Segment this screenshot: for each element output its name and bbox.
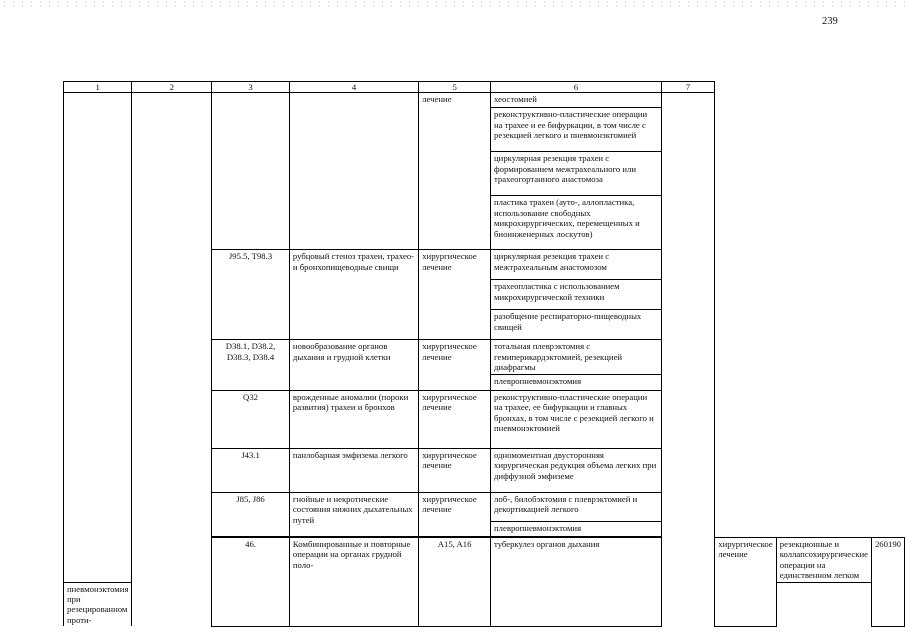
page-number: 239 (822, 16, 838, 27)
header-row (64, 82, 905, 93)
code-cell: J95.5, T98.3 (212, 250, 290, 340)
code-cell: J43.1 (212, 448, 290, 492)
header-cell: 7 (661, 82, 715, 93)
code-cell: J85, J86 (212, 492, 290, 536)
method-cell: тотальная плеврэктомия с гемиперикардэктомией, резекцией диафрагмы (491, 340, 662, 374)
method-cell: циркулярная резекция трахеи с межтрахеальным анастомозом (491, 250, 662, 280)
method-cell: лоб-, билобэктомия с плеврэктомией и декортикацией легкого (491, 492, 662, 521)
diagnosis-cell: туберкулез органов дыхания (491, 537, 662, 626)
method-cell: трахеопластика с использованием микрохирургической техники (491, 280, 662, 310)
procedures-table (63, 81, 905, 627)
cost-cell: 260190 (871, 537, 904, 626)
treatment-type-cell: хирургическое лечение (419, 448, 491, 492)
treatment-type-cell: лечение (419, 93, 491, 250)
name-cell (132, 93, 212, 582)
method-cell: пластика трахеи (ауто-, аллопластика, использование свободных микрохирургических, перемещенных и биоинженерных лоскутов) (491, 196, 662, 250)
diagnosis-cell: гнойные и некротические состояния нижних дыхательных путей (289, 492, 418, 536)
treatment-type-cell: хирургическое лечение (419, 390, 491, 448)
header-cell: 5 (419, 82, 491, 93)
method-cell: пневмонэктомия при резецированном проти- (64, 582, 132, 626)
diagnosis-cell: рубцовый стеноз трахеи, трахео- и бронхопищеводные свищи (289, 250, 418, 340)
method-cell: реконструктивно-пластические операции на трахее и ее бифуркации, в том числе с резекцией легкого и пневмонэктомией (491, 108, 662, 152)
scan-noise-top (0, 0, 905, 8)
diagnosis-cell: панлобарная эмфизема легкого (289, 448, 418, 492)
diagnosis-cell (289, 93, 418, 250)
method-cell: циркулярная резекция трахеи с формированием межтрахеального или трахеогортанного анастомоза (491, 152, 662, 196)
treatment-type-cell: хирургическое лечение (419, 340, 491, 390)
diagnosis-cell: врожденные аномалии (пороки развития) трахеи и бронхов (289, 390, 418, 448)
method-cell: резекционные и коллапсохирургические операции на единственном легком (776, 537, 871, 582)
treatment-type-cell: хирургическое лечение (419, 250, 491, 340)
method-cell: одномоментная двусторонняя хирургическая редукция объема легких при диффузной эмфиземе (491, 448, 662, 492)
code-cell (212, 93, 290, 250)
method-cell: разобщение респираторно-пищеводных свищей (491, 310, 662, 340)
diagnosis-cell: новообразование органов дыхания и грудной клетки (289, 340, 418, 390)
cost-cell (661, 93, 715, 582)
header-cell: 6 (491, 82, 662, 93)
method-cell: плевропневмонэктомия (491, 521, 662, 536)
method-cell: хеостомией (491, 93, 662, 108)
operation-name-cell: Комбинированные и повторные операции на органах грудной поло- (289, 537, 418, 626)
header-cell: 4 (289, 82, 418, 93)
header-cell: 1 (64, 82, 132, 93)
treatment-type-cell: хирургическое лечение (715, 537, 777, 626)
treatment-type-cell: хирургическое лечение (419, 492, 491, 536)
method-cell: реконструктивно-пластические операции на трахее, ее бифуркации и главных бронхах, в том числе с резекцией легкого и пневмонэктомией (491, 390, 662, 448)
row-number-cell: 46. (212, 537, 290, 626)
header-cell: 3 (212, 82, 290, 93)
number-cell (64, 93, 132, 582)
header-cell: 2 (132, 82, 212, 93)
code-cell: A15, A16 (419, 537, 491, 626)
code-cell: Q32 (212, 390, 290, 448)
table-row (64, 93, 905, 108)
method-cell: плевропневмонэктомия (491, 374, 662, 390)
code-cell: D38.1, D38.2, D38.3, D38.4 (212, 340, 290, 390)
